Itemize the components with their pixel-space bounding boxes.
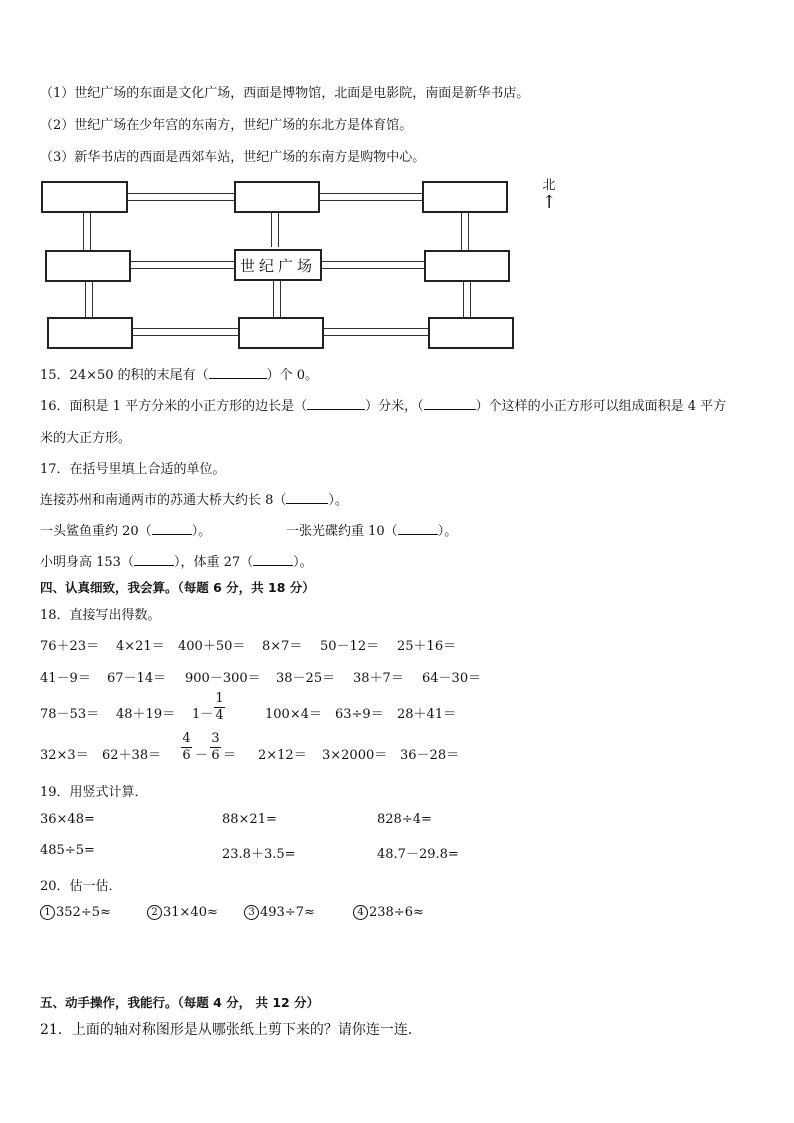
map-box	[428, 317, 514, 349]
denominator: 4	[215, 708, 224, 723]
calc-item: 3×2000＝	[322, 748, 388, 763]
calc-item: 4×21＝	[116, 639, 165, 654]
calc-item: 900－300＝	[185, 671, 261, 686]
denominator: 6	[211, 748, 220, 763]
numerator: 3	[211, 731, 220, 746]
estimate-item: 1 352÷5≈	[40, 905, 111, 920]
road	[322, 328, 429, 336]
calc-item: 50－12＝	[320, 639, 380, 654]
calc-item: 100×4＝	[265, 707, 322, 722]
road	[128, 193, 236, 201]
calc-item: 63÷9＝	[335, 707, 384, 722]
minus-sign: －	[195, 748, 209, 763]
vertical-calc-item: 48.7－29.8=	[377, 847, 459, 862]
answer-blank[interactable]	[398, 534, 438, 535]
calc-item: 64－30＝	[422, 671, 482, 686]
intro-line-2: （2）世纪广场在少年宫的东南方，世纪广场的东北方是体育馆。	[40, 118, 413, 133]
calc-item: 48＋19＝	[116, 707, 176, 722]
section-4-heading: 四、认真细致，我会算。（每题 6 分，共 18 分）	[40, 580, 315, 595]
road	[461, 211, 469, 251]
calc-item: 36－28＝	[400, 748, 460, 763]
road	[318, 193, 424, 201]
question-17-line-2b: 一张光碟约重 10（ ）。	[286, 524, 458, 539]
calc-item: 41－9＝	[40, 671, 91, 686]
calc-item: 67－14＝	[107, 671, 167, 686]
calc-item: 62＋38＝	[102, 748, 162, 763]
map-box	[234, 181, 320, 213]
question-17-title: 17．在括号里填上合适的单位。	[40, 462, 226, 477]
numerator: 1	[215, 691, 224, 706]
equals-sign: ＝	[223, 748, 237, 763]
calc-item: 32×3＝	[40, 748, 89, 763]
vertical-calc-item: 36×48=	[40, 812, 95, 827]
vertical-calc-item: 23.8＋3.5=	[222, 847, 296, 862]
century-plaza-label: 世纪广场	[234, 249, 322, 281]
intro-line-1: （1）世纪广场的东面是文化广场，西面是博物馆，北面是电影院，南面是新华书店。	[40, 86, 530, 101]
question-17-line-1: 连接苏州和南通两市的苏通大桥大约长 8（ ）。	[40, 493, 348, 508]
map-box	[41, 181, 128, 213]
road	[320, 261, 426, 269]
calc-item: 28＋41＝	[397, 707, 457, 722]
question-17-line-3: 小明身高 153（ ），体重 27（ ）。	[40, 555, 313, 570]
vertical-calc-item: 828÷4=	[377, 812, 432, 827]
estimate-item: 2 31×40≈	[147, 905, 218, 920]
answer-blank[interactable]	[424, 409, 476, 410]
calc-item: 78－53＝	[40, 707, 100, 722]
calc-item: 38＋7＝	[353, 671, 404, 686]
fraction	[181, 731, 192, 764]
calc-item: 38－25＝	[276, 671, 336, 686]
road	[130, 261, 236, 269]
question-15: 15．24×50 的积的末尾有（ ）个 0。	[40, 368, 319, 383]
calc-item-prefix: 1－	[192, 707, 214, 722]
calc-item: 8×7＝	[262, 639, 303, 654]
calc-item: 2×12＝	[258, 748, 307, 763]
map-box	[47, 317, 133, 349]
map-box	[424, 250, 510, 282]
map-box	[45, 250, 131, 282]
road	[273, 281, 281, 319]
answer-blank[interactable]	[152, 534, 192, 535]
intro-line-3: （3）新华书店的西面是西郊车站，世纪广场的东南方是购物中心。	[40, 150, 426, 165]
circled-number: 3	[244, 905, 259, 920]
circled-number: 2	[147, 905, 162, 920]
calc-item: 400＋50＝	[178, 639, 246, 654]
question-16: 16．面积是 1 平方分米的小正方形的边长是（ ）分米，（ ）个这样的小正方形可以组成面积是 4 平方	[40, 399, 727, 414]
answer-blank[interactable]	[253, 565, 293, 566]
north-arrow-icon: ↑	[541, 192, 557, 213]
numerator: 4	[182, 731, 191, 746]
road	[85, 281, 93, 319]
answer-blank[interactable]	[307, 409, 365, 410]
vertical-calc-item: 485÷5=	[40, 843, 95, 858]
question-19-title: 19．用竖式计算．	[40, 785, 148, 800]
circled-number: 4	[353, 905, 368, 920]
answer-blank[interactable]	[134, 565, 174, 566]
map-box	[238, 317, 324, 349]
vertical-calc-item: 88×21=	[222, 812, 277, 827]
road	[463, 281, 471, 319]
question-16-cont: 米的大正方形。	[40, 431, 132, 446]
road	[83, 211, 91, 251]
question-20-title: 20．估一估．	[40, 879, 122, 894]
section-5-heading: 五、动手操作，我能行。（每题 4 分， 共 12 分）	[40, 995, 320, 1010]
road	[132, 328, 239, 336]
road	[271, 211, 279, 247]
estimate-item: 3 493÷7≈	[244, 905, 315, 920]
north-label: 北	[542, 178, 556, 193]
calc-item: 76＋23＝	[40, 639, 100, 654]
denominator: 6	[182, 748, 191, 763]
fraction	[210, 731, 221, 764]
answer-blank[interactable]	[286, 503, 328, 504]
answer-blank[interactable]	[209, 378, 267, 379]
calc-item: 25＋16＝	[397, 639, 457, 654]
question-17-line-2a: 一头鲨鱼重约 20（ ）。	[40, 524, 212, 539]
estimate-item: 4 238÷6≈	[353, 905, 424, 920]
question-18-title: 18．直接写出得数。	[40, 608, 161, 623]
map-box	[422, 181, 508, 213]
fraction	[214, 691, 225, 724]
circled-number: 1	[40, 905, 55, 920]
question-21: 21．上面的轴对称图形是从哪张纸上剪下来的？请你连一连．	[40, 1022, 422, 1038]
